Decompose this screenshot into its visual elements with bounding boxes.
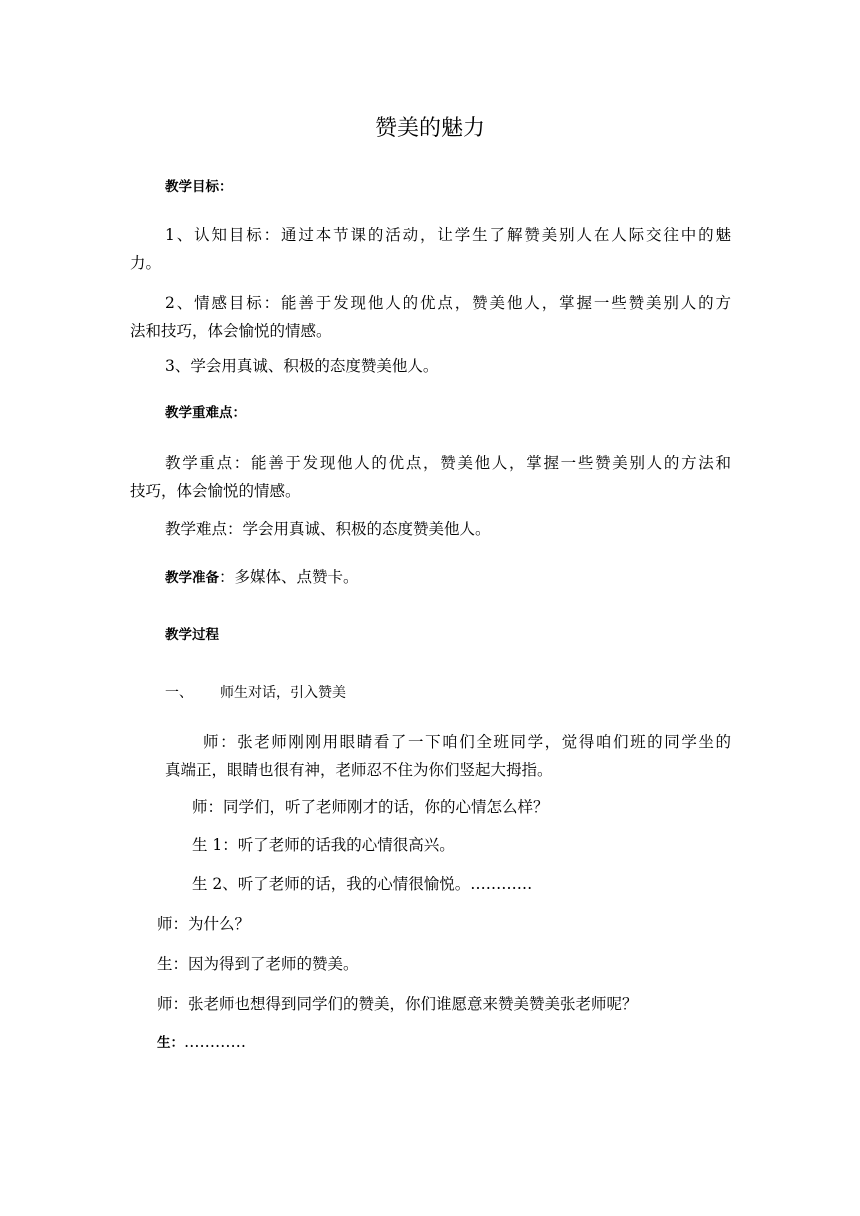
- goal-2-line-2: 法和技巧，体会愉悦的情感。: [130, 322, 332, 340]
- key-points-heading: 教学重难点：: [165, 405, 246, 421]
- dialogue-student-1: 生 1：听了老师的话我的心情很高兴。: [192, 836, 455, 854]
- dialogue-teacher-1-line-1: 师：张老师刚刚用眼睛看了一下咱们全班同学，觉得咱们班的同学坐的: [203, 733, 731, 751]
- dialogue-student-4-ellipsis: …………: [184, 1033, 246, 1051]
- preparation-line: [165, 566, 359, 589]
- section-1-number: 一、: [165, 685, 193, 701]
- dialogue-student-3: 生：因为得到了老师的赞美。: [157, 955, 359, 973]
- dialogue-student-4-label: 生：: [157, 1035, 184, 1051]
- preparation-label: 教学准备: [165, 570, 219, 586]
- objectives-heading: 教学目标：: [165, 179, 233, 195]
- dialogue-student-2: 生 2、听了老师的话，我的心情很愉悦。…………: [192, 875, 533, 893]
- teaching-difficulty: 教学难点：学会用真诚、积极的态度赞美他人。: [165, 520, 491, 538]
- preparation-content: 多媒体、点赞卡。: [234, 568, 359, 586]
- dialogue-teacher-1-line-2: 真端正，眼睛也很有神，老师忍不住为你们竖起大拇指。: [165, 761, 553, 779]
- teaching-focus-line-1: 教学重点：能善于发现他人的优点，赞美他人，掌握一些赞美别人的方法和: [165, 454, 731, 472]
- dialogue-teacher-4: 师：张老师也想得到同学们的赞美，你们谁愿意来赞美赞美张老师呢？: [157, 995, 638, 1013]
- dialogue-student-4: [157, 1031, 246, 1054]
- document-title: 赞美的魅力: [374, 116, 485, 141]
- section-1-title: 师生对话，引入赞美: [220, 685, 346, 701]
- dialogue-teacher-3: 师：为什么？: [157, 915, 251, 933]
- teaching-focus-line-2: 技巧，体会愉悦的情感。: [130, 482, 301, 500]
- dialogue-teacher-2: 师：同学们，听了老师刚才的话，你的心情怎么样？: [192, 798, 549, 816]
- goal-1-line-2: 力。: [130, 254, 162, 272]
- goal-2-line-1: 2、情感目标：能善于发现他人的优点，赞美他人，掌握一些赞美别人的方: [165, 294, 731, 312]
- goal-1-line-1: 1、认知目标：通过本节课的活动，让学生了解赞美别人在人际交往中的魅: [165, 226, 731, 244]
- preparation-colon: ：: [219, 568, 235, 586]
- process-heading: 教学过程: [165, 627, 219, 643]
- goal-3: 3、学会用真诚、积极的态度赞美他人。: [165, 357, 439, 375]
